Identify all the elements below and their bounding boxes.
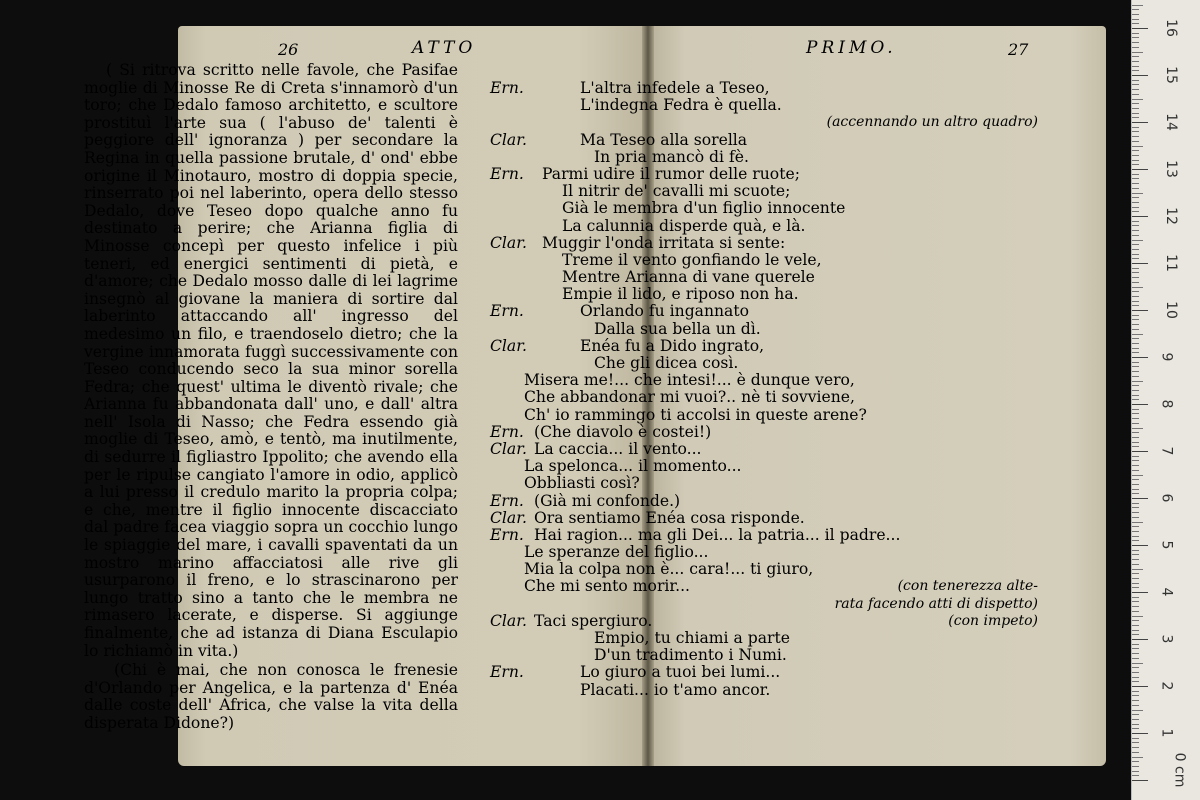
speaker-name: Ern.: [490, 422, 524, 441]
ruler-tick: [1132, 630, 1139, 631]
ruler-tick: [1132, 240, 1143, 241]
dialogue-line: [490, 441, 1038, 458]
verse-text: Placati... io t'amo ancor.: [580, 680, 771, 699]
ruler-tick: [1132, 695, 1139, 696]
ruler-tick: [1132, 150, 1139, 151]
dialogue-line: [490, 475, 1038, 492]
ruler-tick: [1132, 376, 1139, 377]
verse-text: Che gli dicea così.: [594, 354, 739, 372]
ruler-tick: [1132, 9, 1139, 10]
ruler-tick: [1132, 14, 1139, 15]
ruler-tick: [1132, 5, 1143, 6]
ruler-tick: [1132, 728, 1139, 729]
ruler-tick: [1132, 301, 1139, 302]
ruler-tick: [1132, 188, 1139, 189]
dialogue-line: [490, 235, 1038, 252]
ruler-tick: [1132, 578, 1139, 579]
ruler-tick: [1132, 122, 1148, 123]
ruler-tick: [1132, 625, 1139, 626]
verse-text: Ma Teseo alla sorella: [580, 130, 748, 149]
stage-direction: (con tenerezza alte-: [897, 578, 1038, 595]
ruler-tick: [1132, 404, 1148, 405]
right-running-head: PRIMO.: [806, 38, 897, 58]
ruler-tick: [1132, 42, 1139, 43]
ruler-tick: [1132, 616, 1143, 617]
ruler-tick: [1132, 178, 1139, 179]
ruler-tick: [1132, 343, 1139, 344]
ruler-tick: [1132, 446, 1139, 447]
ruler-tick: [1132, 620, 1139, 621]
ruler-tick: [1132, 597, 1139, 598]
ruler-tick: [1132, 61, 1139, 62]
dialogue-line: [490, 114, 1038, 131]
dialogue-line: [490, 664, 1038, 681]
ruler-tick: [1132, 338, 1139, 339]
verse-text: D'un tradimento i Numi.: [594, 646, 787, 665]
ruler-tick: [1132, 757, 1143, 758]
ruler-tick: [1132, 146, 1143, 147]
ruler-tick: [1132, 658, 1139, 659]
speaker-name: Clar.: [490, 130, 527, 149]
ruler-tick: [1132, 268, 1139, 269]
ruler-tick: [1132, 540, 1139, 541]
ruler-tick: [1132, 587, 1139, 588]
dialogue-line: [490, 218, 1038, 235]
ruler-tick: [1132, 742, 1139, 743]
ruler-tick: [1132, 352, 1139, 353]
verse-text: La caccia... il vento...: [534, 439, 702, 458]
ruler-tick: [1132, 207, 1139, 208]
ruler-tick: [1132, 235, 1139, 236]
ruler-tick: [1132, 80, 1139, 81]
left-page-number: 26: [278, 40, 299, 59]
ruler-tick: [1132, 677, 1139, 678]
ruler-tick: [1132, 545, 1148, 546]
ruler-tick: [1132, 164, 1139, 165]
speaker-name: Clar.: [490, 611, 527, 630]
ruler-tick: [1132, 733, 1148, 734]
ruler-tick: [1132, 272, 1139, 273]
dialogue-line: [490, 321, 1038, 338]
ruler-tick: [1132, 653, 1139, 654]
dialogue-line: [490, 682, 1038, 699]
ruler-tick: [1132, 244, 1139, 245]
verse-text: Muggir l'onda irritata si sente:: [542, 233, 786, 252]
ruler-tick: [1132, 197, 1139, 198]
ruler-tick: [1132, 479, 1139, 480]
verse-text: Treme il vento gonfiando le vele,: [562, 250, 822, 269]
verse-text: Già le membra d'un figlio innocente: [562, 199, 846, 218]
dialogue-line: [490, 338, 1038, 355]
verse-text: Misera me!... che intesi!... è dunque vero,: [524, 371, 855, 390]
ruler-tick: [1132, 136, 1139, 137]
dialogue-line: [490, 286, 1038, 303]
dialogue-line: [490, 630, 1038, 647]
ruler-tick: [1132, 489, 1139, 490]
verse-text: La calunnia disperde quà, e là.: [562, 216, 806, 235]
verse-text: Dalla sua bella un dì.: [594, 319, 761, 338]
ruler-tick: [1132, 33, 1139, 34]
ruler-tick: [1132, 357, 1148, 358]
verse-text: Che abbandonar mi vuoi?.. nè ti sovviene,: [524, 388, 855, 407]
ruler-label: 14: [1162, 113, 1179, 131]
verse-text: Parmi udire il rumor delle ruote;: [542, 164, 800, 183]
ruler-tick: [1132, 183, 1139, 184]
ruler-tick: [1132, 724, 1139, 725]
ruler-tick: [1132, 522, 1143, 523]
ruler-tick: [1132, 225, 1139, 226]
ruler-tick: [1132, 287, 1143, 288]
ruler-tick: [1132, 672, 1139, 673]
ruler-label: 2: [1158, 681, 1175, 691]
ruler-tick: [1132, 315, 1139, 316]
ruler-tick: [1132, 193, 1143, 194]
ruler-tick: [1132, 583, 1139, 584]
ruler-tick: [1132, 155, 1139, 156]
ruler-tick: [1132, 432, 1139, 433]
speaker-name: Ern.: [490, 164, 524, 183]
dialogue-line: [490, 183, 1038, 200]
ruler-tick: [1132, 94, 1139, 95]
ruler-tick: [1132, 503, 1139, 504]
ruler-tick: [1132, 254, 1139, 255]
ruler-tick: [1132, 752, 1139, 753]
ruler-label: 11: [1162, 254, 1179, 272]
ruler-tick: [1132, 113, 1139, 114]
ruler-label: 7: [1158, 446, 1175, 456]
verse-text: Mentre Arianna di vane querele: [562, 268, 815, 287]
ruler-tick: [1132, 569, 1143, 570]
right-page-number: 27: [1008, 40, 1029, 59]
ruler-tick: [1132, 761, 1139, 762]
dialogue-line: [490, 613, 1038, 630]
ruler-tick: [1132, 169, 1148, 170]
ruler-tick: [1132, 428, 1143, 429]
dialogue-line: [490, 527, 1038, 544]
ruler-tick: [1132, 714, 1139, 715]
verse-text: Le speranze del figlio...: [524, 543, 709, 562]
verse-text: Enéa fu a Dido ingrato,: [580, 336, 765, 355]
dialogue-line: [490, 544, 1038, 561]
ruler-tick: [1132, 108, 1139, 109]
verse-text: Mia la colpa non è... cara!... ti giuro,: [524, 560, 814, 579]
ruler-tick: [1132, 381, 1143, 382]
ruler-tick: [1132, 667, 1139, 668]
ruler-tick: [1132, 103, 1139, 104]
ruler-tick: [1132, 686, 1148, 687]
ruler-tick: [1132, 249, 1139, 250]
ruler-tick: [1132, 28, 1148, 29]
dialogue-line: [490, 200, 1038, 217]
ruler-tick: [1132, 573, 1139, 574]
ruler-tick: [1132, 160, 1139, 161]
ruler-tick: [1132, 216, 1148, 217]
ruler-tick: [1132, 19, 1139, 20]
ruler-tick: [1132, 282, 1139, 283]
ruler-tick: [1132, 507, 1139, 508]
verse-text: Lo giuro a tuoi bei lumi...: [580, 663, 781, 682]
ruler-tick: [1132, 531, 1139, 532]
ruler-label: 3: [1158, 634, 1175, 644]
ruler-tick: [1132, 127, 1139, 128]
ruler-tick: [1132, 395, 1139, 396]
verse-text: Empie il lido, e riposo non ha.: [562, 285, 799, 304]
dialogue-line: [490, 269, 1038, 286]
ruler-label: 4: [1158, 587, 1175, 597]
ruler-tick: [1132, 536, 1139, 537]
ruler-tick: [1132, 456, 1139, 457]
verse-text: (Che diavolo è costei!): [534, 422, 712, 441]
ruler-tick: [1132, 263, 1148, 264]
ruler-tick: [1132, 37, 1139, 38]
ruler-tick: [1132, 329, 1139, 330]
ruler-tick: [1132, 738, 1139, 739]
ruler-tick: [1132, 277, 1139, 278]
verse-text: L'altra infedele a Teseo,: [580, 79, 770, 97]
dialogue-line: [490, 458, 1038, 475]
ruler-tick: [1132, 230, 1139, 231]
ruler-tick: [1132, 319, 1139, 320]
dialogue-line: [490, 80, 1038, 97]
ruler-tick: [1132, 334, 1143, 335]
ruler-tick: [1132, 517, 1139, 518]
ruler-unit-label: 0 cm: [1171, 752, 1188, 788]
ruler-tick: [1132, 348, 1139, 349]
speaker-name: Ern.: [490, 663, 524, 682]
dialogue-line: [490, 510, 1038, 527]
ruler-tick: [1132, 366, 1139, 367]
ruler-tick: [1132, 451, 1148, 452]
ruler-tick: [1132, 554, 1139, 555]
dialogue-line: [490, 424, 1038, 441]
ruler-tick: [1132, 258, 1139, 259]
speaker-name: Ern.: [490, 302, 524, 321]
ruler-tick: [1132, 99, 1143, 100]
ruler-label: 10: [1162, 301, 1179, 319]
ruler-tick: [1132, 475, 1143, 476]
verse-text: Obbliasti così?: [524, 474, 640, 493]
prose-paragraph-1: ( Si ritrova scritto nelle favole, che Pasifae moglie di Minosse Re di Creta s'innamorò d'un toro; che Dedalo famoso architetto, e scultore prostituì l'arte sua ( l'abuso de' talenti è peggiore dell' ignoranza ) per secondare la Regina in quella passione brutale, d' ond' ebbe origine il Minotauro, mostro di doppia specie, rinserrato poi nel laberinto, opera dello stesso Dedalo, dove Teseo dopo qualche anno fu destinato a perire; che Arianna figlia di Minosse concepì per questo infelice i più teneri, ed energici sentimenti di pietà, e d'amore; che Dedalo mosso dalle di lei lagrime insegnò al giovane la maniera di sortire dal laberinto attaccando all' ingresso del medesimo un filo, e traendoselo dietro; che la vergine innamorata fuggì successivamente con Teseo conducendo seco la sua minor sorella Fedra; che quest' ultima le diventò rivale; che Arianna fu abbandonata dall' uno, e dall' altra nell' Isola di Nasso; che Fedra essendo già moglie di Teseo, amò, e tentò, ma inutilmente, di sedurre il figliastro Ippolito; che avendo ella per le ripulse cangiato l'amore in odio, applicò a lui presso il credulo marito la propria colpa; e che, mentre il figlio innocente discacciato dal padre facea viaggio sopra un cocchio lungo le spiaggie del mare, i cavalli spaventati da un mostro marino affacciatosi alle rive gli usurparono il freno, e lo strascinarono per lungo tratto sino a tanto che le membra ne rimasero lacerate, e disperse. Si aggiunge finalmente, che ad istanza di Diana Esculapio lo richiamò in vita.): [84, 61, 458, 660]
speaker-name: Ern.: [490, 525, 524, 544]
verse-text: Taci spergiuro.: [534, 611, 653, 630]
stage-direction: (con impeto): [948, 612, 1038, 629]
dialogue-line: [490, 355, 1038, 372]
ruler-tick: [1132, 84, 1139, 85]
ruler-tick: [1132, 766, 1139, 767]
ruler-tick: [1132, 663, 1143, 664]
ruler-tick: [1132, 52, 1143, 53]
dialogue-line: [490, 596, 1038, 613]
ruler-tick: [1132, 648, 1139, 649]
ruler-tick: [1132, 385, 1139, 386]
speaker-name: Ern.: [490, 491, 524, 510]
dialogue-line: [490, 647, 1038, 664]
ruler-tick: [1132, 611, 1139, 612]
ruler-tick: [1132, 719, 1139, 720]
verse-text: Orlando fu ingannato: [580, 302, 750, 321]
verse-text: Ch' io rammingo ti accolsi in queste arene?: [524, 405, 867, 424]
ruler-label: 9: [1158, 352, 1175, 362]
ruler-tick: [1132, 771, 1139, 772]
dialogue-line: [490, 372, 1038, 389]
ruler-tick: [1132, 211, 1139, 212]
ruler-tick: [1132, 23, 1139, 24]
dialogue-line: [490, 252, 1038, 269]
stage-direction: rata facendo atti di dispetto): [834, 595, 1038, 612]
ruler-label: 5: [1158, 540, 1175, 550]
ruler-tick: [1132, 47, 1139, 48]
verse-text: (Già mi confonde.): [534, 491, 681, 510]
dialogue-line: [490, 132, 1038, 149]
ruler-tick: [1132, 564, 1139, 565]
dialogue-line: [490, 97, 1038, 114]
dialogue-line: [490, 578, 1038, 595]
ruler-tick: [1132, 305, 1139, 306]
ruler-tick: [1132, 601, 1139, 602]
ruler-tick: [1132, 291, 1139, 292]
ruler-tick: [1132, 526, 1139, 527]
dialogue-line: [490, 149, 1038, 166]
measuring-ruler: [1131, 0, 1200, 800]
ruler-label: 12: [1162, 207, 1179, 225]
ruler-tick: [1132, 550, 1139, 551]
ruler-tick: [1132, 780, 1148, 781]
ruler-tick: [1132, 131, 1139, 132]
ruler-tick: [1132, 700, 1139, 701]
ruler-tick: [1132, 634, 1139, 635]
dialogue-line: [490, 407, 1038, 424]
stage-direction: (accennando un altro quadro): [826, 114, 1038, 131]
ruler-tick: [1132, 465, 1139, 466]
ruler-tick: [1132, 174, 1139, 175]
ruler-tick: [1132, 409, 1139, 410]
ruler-tick: [1132, 512, 1139, 513]
ruler-tick: [1132, 296, 1139, 297]
ruler-tick: [1132, 390, 1139, 391]
ruler-label: 13: [1162, 160, 1179, 178]
ruler-tick: [1132, 644, 1139, 645]
ruler-tick: [1132, 691, 1139, 692]
ruler-tick: [1132, 606, 1139, 607]
prose-paragraph-2: (Chi è mai, che non conosca le frenesie d'Orlando per Angelica, e la partenza d' Enéa dalle coste dell' Africa, che valse la vita della disperata Didone?): [84, 661, 458, 732]
ruler-label: 16: [1162, 19, 1179, 37]
dialogue-block: [490, 80, 1038, 699]
speaker-name: Ern.: [490, 79, 524, 97]
dialogue-line: [490, 303, 1038, 320]
dialogue-line: [490, 493, 1038, 510]
dialogue-line: [490, 389, 1038, 406]
ruler-tick: [1132, 362, 1139, 363]
ruler-label: 8: [1158, 399, 1175, 409]
speaker-name: Clar.: [490, 439, 527, 458]
ruler-tick: [1132, 639, 1148, 640]
verse-text: La spelonca... il momento...: [524, 457, 742, 476]
verse-text: Ora sentiamo Enéa cosa risponde.: [534, 508, 805, 527]
verse-text: L'indegna Fedra è quella.: [580, 96, 782, 115]
ruler-tick: [1132, 460, 1139, 461]
ruler-tick: [1132, 493, 1139, 494]
ruler-tick: [1132, 66, 1139, 67]
left-running-head: ATTO: [412, 38, 477, 58]
ruler-tick: [1132, 141, 1139, 142]
speaker-name: Clar.: [490, 336, 527, 355]
speaker-name: Clar.: [490, 508, 527, 527]
ruler-tick: [1132, 681, 1139, 682]
left-prose: [84, 62, 458, 733]
dialogue-line: [490, 166, 1038, 183]
ruler-tick: [1132, 202, 1139, 203]
ruler-tick: [1132, 592, 1148, 593]
ruler-tick: [1132, 310, 1148, 311]
ruler-label: 15: [1162, 66, 1179, 84]
ruler-tick: [1132, 117, 1139, 118]
ruler-tick: [1132, 371, 1139, 372]
ruler-tick: [1132, 775, 1139, 776]
ruler-tick: [1132, 442, 1139, 443]
ruler-tick: [1132, 399, 1139, 400]
verse-text: In pria mancò di fè.: [594, 147, 749, 166]
ruler-tick: [1132, 70, 1139, 71]
ruler-tick: [1132, 559, 1139, 560]
ruler-tick: [1132, 710, 1143, 711]
ruler-tick: [1132, 221, 1139, 222]
ruler-tick: [1132, 437, 1139, 438]
ruler-tick: [1132, 324, 1139, 325]
verse-text: Che mi sento morir...: [524, 577, 691, 596]
ruler-tick: [1132, 705, 1139, 706]
ruler-label: 6: [1158, 493, 1175, 503]
ruler-tick: [1132, 75, 1148, 76]
verse-text: Hai ragion... ma gli Dei... la patria... il padre...: [534, 525, 901, 544]
speaker-name: Clar.: [490, 233, 527, 252]
ruler-label: 1: [1158, 728, 1175, 738]
ruler-tick: [1132, 89, 1139, 90]
ruler-tick: [1132, 56, 1139, 57]
ruler-tick: [1132, 418, 1139, 419]
verse-text: Empio, tu chiami a parte: [594, 629, 790, 647]
dialogue-line: [490, 561, 1038, 578]
ruler-tick: [1132, 747, 1139, 748]
ruler-tick: [1132, 498, 1148, 499]
ruler-tick: [1132, 423, 1139, 424]
ruler-tick: [1132, 470, 1139, 471]
ruler-tick: [1132, 413, 1139, 414]
verse-text: Il nitrir de' cavalli mi scuote;: [562, 182, 791, 201]
ruler-tick: [1132, 484, 1139, 485]
